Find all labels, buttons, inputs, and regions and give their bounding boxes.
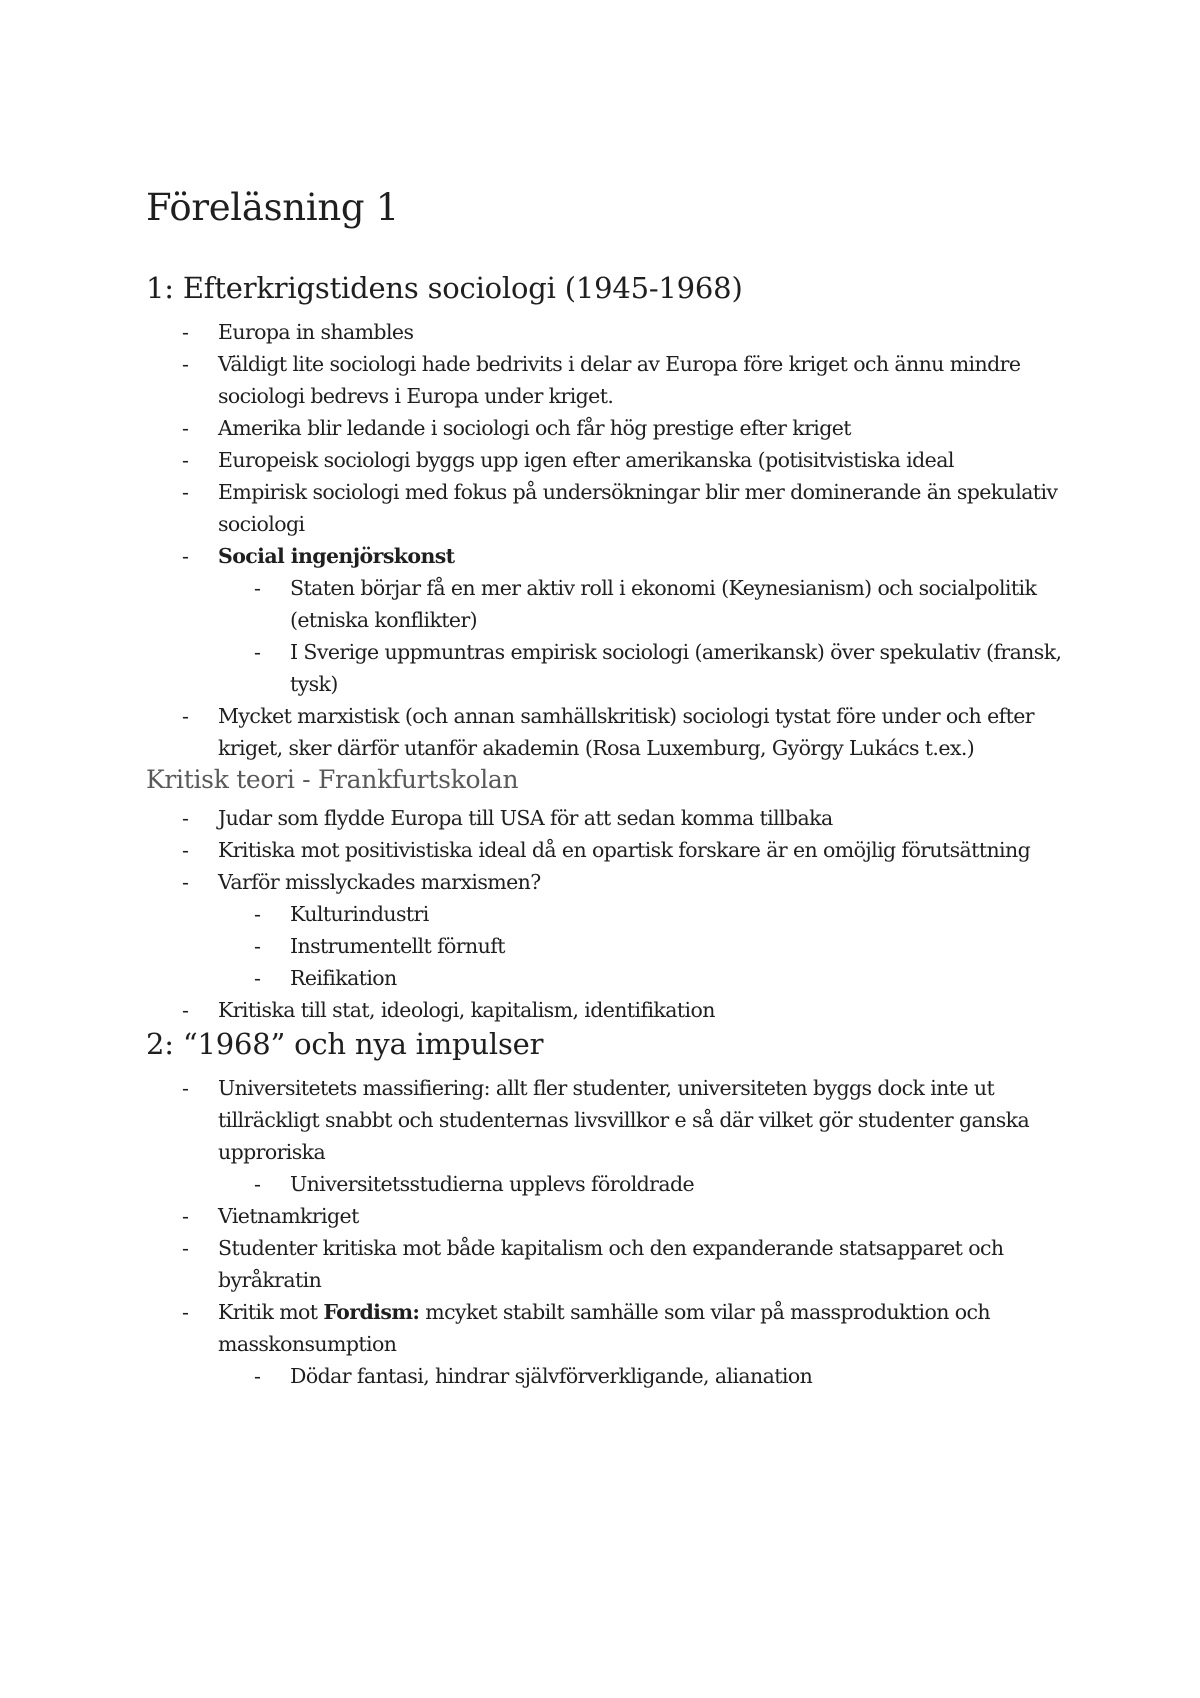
sub-list-item: - Reifikation — [218, 962, 1076, 994]
list-item: - Studenter kritiska mot både kapitalism och den expanderande statsapparet och byråkratin — [146, 1232, 1076, 1296]
sub-list-item: - Kulturindustri — [218, 898, 1076, 930]
bold-term: Fordism: — [323, 1300, 420, 1324]
sub-list — [146, 572, 1076, 700]
section-heading-efterkrigstidens: 1: Efterkrigstidens sociologi (1945-1968) — [146, 271, 743, 305]
subsection-heading-kritisk-teori: Kritisk teori - Frankfurtskolan — [146, 765, 519, 794]
fordism-text: mcyket stabilt samhälle som vilar på massproduktion och masskonsumption — [218, 1300, 990, 1356]
list-item: - Kritiska till stat, ideologi, kapitalism, identifikation — [146, 994, 1076, 1026]
sub-list-item: - Universitetsstudierna upplevs föroldrade — [218, 1168, 1076, 1200]
list-item: - Mycket marxistisk (och annan samhällskritisk) sociologi tystat före under och efter kriget, sker därför utanför akademin (Rosa Luxemburg, György Lukács t.ex.) — [146, 700, 1076, 764]
list-item: - Amerika blir ledande i sociologi och får hög prestige efter kriget — [146, 412, 1076, 444]
sub-list — [146, 898, 1076, 994]
list-item-text: Varför misslyckades marxismen? — [218, 870, 541, 894]
fordism-prefix: Kritik mot — [218, 1300, 324, 1324]
list-item: - Empirisk sociologi med fokus på undersökningar blir mer dominerande än spekulativ sociologi — [146, 476, 1076, 540]
bold-term: Social ingenjörskonst — [218, 544, 455, 568]
list-item-fordism — [146, 1296, 1076, 1392]
section2-list — [146, 1072, 1076, 1392]
list-item: - Europeisk sociologi byggs upp igen efter amerikanska (potisitvistiska ideal — [146, 444, 1076, 476]
section1-list — [146, 316, 1076, 764]
list-item-text: Universitetets massifiering: allt fler studenter, universiteten byggs dock inte ut tillräckligt snabbt och studenternas livsvillkor e så där vilket gör studenter ganska upproriska — [218, 1076, 1030, 1164]
document-title: Föreläsning 1 — [146, 186, 399, 229]
list-item-social-ingenjorskonst — [146, 540, 1076, 700]
list-item: - Judar som flydde Europa till USA för att sedan komma tillbaka — [146, 802, 1076, 834]
list-item-massifiering — [146, 1072, 1076, 1200]
sub-list-item: - I Sverige uppmuntras empirisk sociologi (amerikansk) över spekulativ (fransk, tysk) — [218, 636, 1076, 700]
list-item: - Väldigt lite sociologi hade bedrivits i delar av Europa före kriget och ännu mindre sociologi bedrevs i Europa under kriget. — [146, 348, 1076, 412]
sub-list-item: - Staten börjar få en mer aktiv roll i ekonomi (Keynesianism) och socialpolitik (etniska konflikter) — [218, 572, 1076, 636]
sub-list — [146, 1168, 1076, 1200]
list-item: - Vietnamkriget — [146, 1200, 1076, 1232]
section-heading-1968: 2: “1968” och nya impulser — [146, 1027, 544, 1061]
sub-list-item: - Dödar fantasi, hindrar självförverkligande, alianation — [218, 1360, 1076, 1392]
sub-list-item: - Instrumentellt förnuft — [218, 930, 1076, 962]
list-item-varfor — [146, 866, 1076, 994]
list-item: - Europa in shambles — [146, 316, 1076, 348]
document-page — [146, 186, 1076, 1392]
list-item: - Kritiska mot positivistiska ideal då en opartisk forskare är en omöjlig förutsättning — [146, 834, 1076, 866]
sub-list — [146, 1360, 1076, 1392]
kritisk-teori-list — [146, 802, 1076, 1026]
